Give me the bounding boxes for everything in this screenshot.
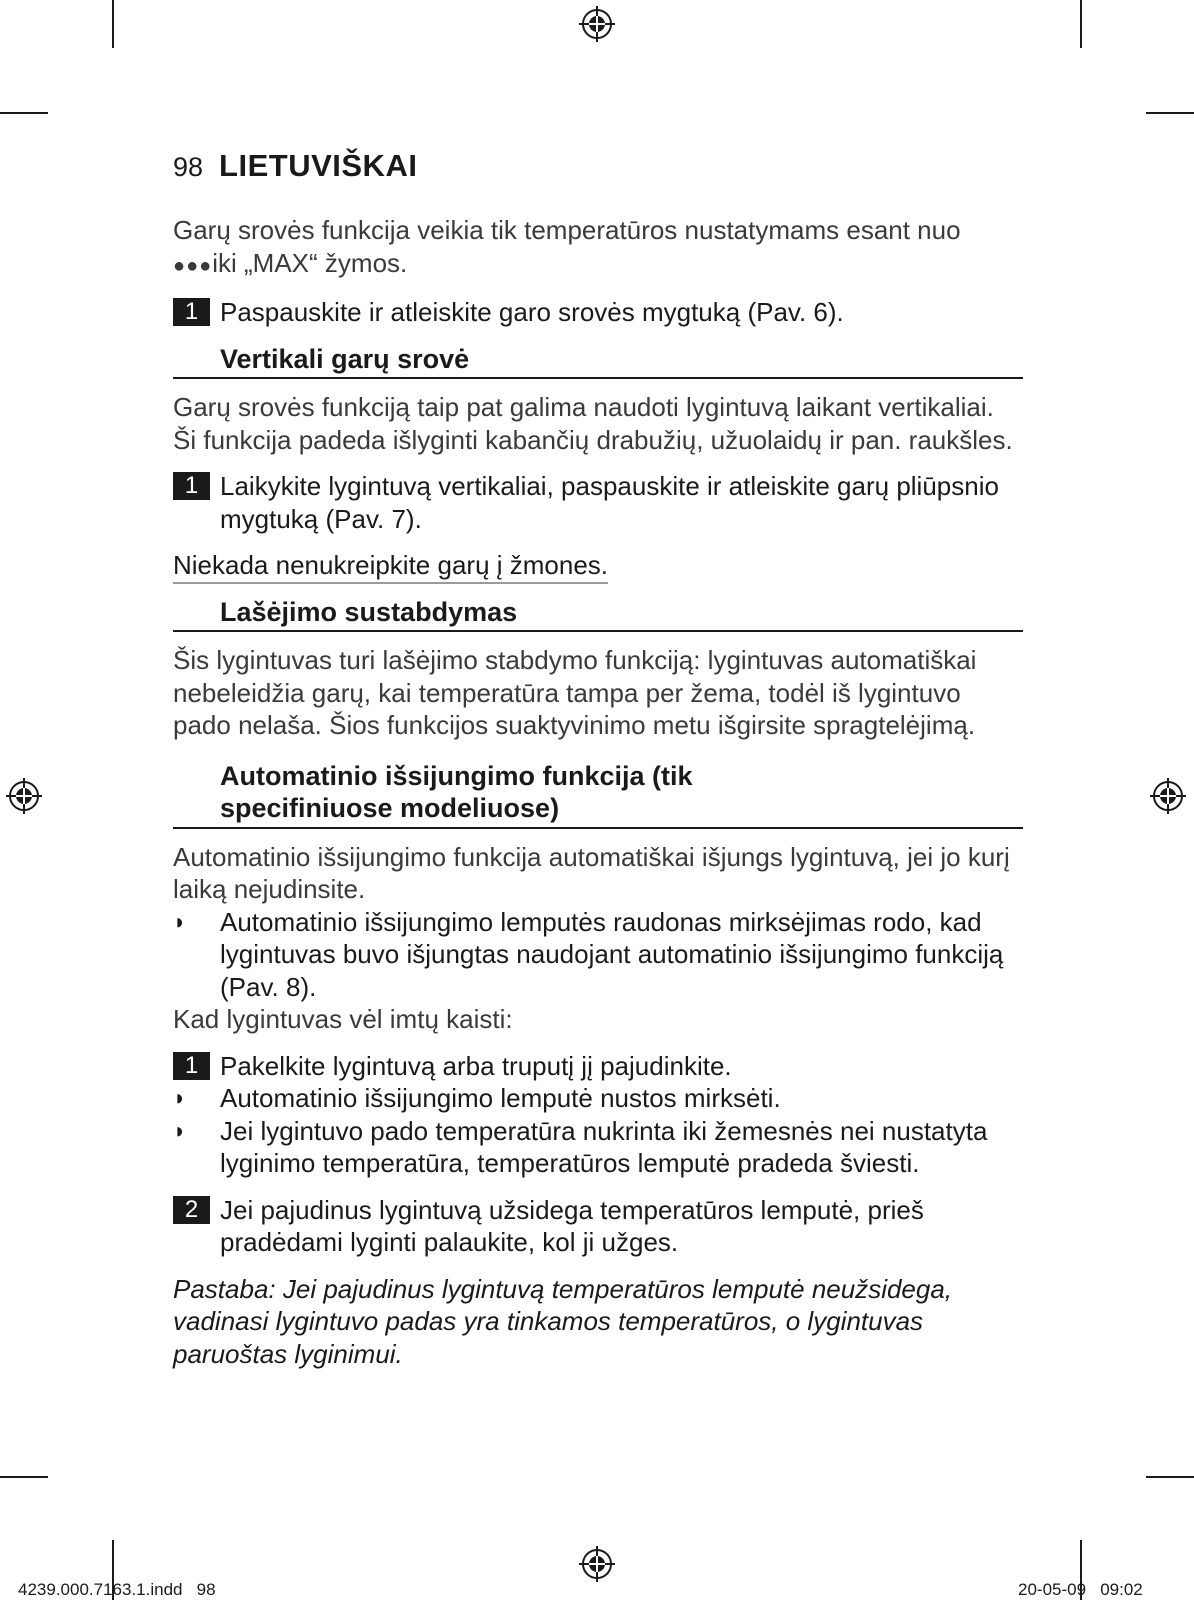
step-text: Jei pajudinus lygintuvą užsidega temperatūros lemputė, prieš pradėdami lyginti palaukite, kol ji užges. <box>220 1194 924 1257</box>
bullet-item <box>173 1115 1023 1180</box>
step-number: 1 <box>173 472 210 500</box>
bullet-text: Jei lygintuvo pado temperatūra nukrinta iki žemesnės nei nustatyta lyginimo temperatūra, temperatūros lemputė pradeda šviesti. <box>220 1115 988 1178</box>
intro-paragraph <box>173 214 1023 282</box>
step-item <box>173 1194 1023 1259</box>
vertical-paragraph: Garų srovės funkciją taip pat galima naudoti lygintuvą laikant vertikaliai. Ši funkcija padeda išlyginti kabančių drabužių, užuolaidų ir pan. raukšles. <box>173 392 1013 455</box>
registration-mark-icon <box>579 1546 615 1582</box>
registration-mark-icon <box>579 6 615 42</box>
crop-mark <box>1146 112 1194 114</box>
bullet-icon: ◗ <box>173 908 187 934</box>
drip-paragraph: Šis lygintuvas turi lašėjimo stabdymo funkciją: lygintuvas automatiškai nebeleidžia garų, kai temperatūra tampa per žema, todėl iš lygintuvo pado nelaša. Šios funkcijos suaktyvinimo metu išgirsite spragtelėjimą. <box>173 645 977 740</box>
bullet-item <box>173 1082 1023 1115</box>
page-header <box>173 148 417 184</box>
section-heading-vertical: Vertikali garų srovė <box>173 343 1023 380</box>
auto-off-paragraph: Automatinio išsijungimo funkcija automatiškai išjungs lygintuvą, jei jo kurį laiką nejudinsite. <box>173 841 1010 904</box>
crop-mark <box>112 0 114 48</box>
footer-date: 20-05-09 09:02 <box>1018 1580 1143 1599</box>
heading-line: specifiniuose modeliuose) <box>220 793 560 823</box>
step-number: 2 <box>173 1196 210 1224</box>
step-item <box>173 470 1023 535</box>
reheat-text: Kad lygintuvas vėl imtų kaisti: <box>173 1004 513 1034</box>
page-number: 98 <box>173 152 204 182</box>
crop-mark <box>0 1476 48 1478</box>
crop-mark <box>1080 0 1082 48</box>
crop-mark <box>0 112 48 114</box>
page-title: LIETUVIŠKAI <box>219 148 418 183</box>
bullet-item <box>173 906 1023 1004</box>
intro-line2: iki „MAX“ žymos. <box>212 247 408 278</box>
section-heading-auto-off <box>173 760 1023 829</box>
section-heading-drip: Lašėjimo sustabdymas <box>173 596 1023 633</box>
step-item <box>173 1050 1023 1083</box>
crop-mark <box>1146 1476 1194 1478</box>
page-body <box>173 214 1023 1370</box>
step-text: Pakelkite lygintuvą arba truputį jį pajudinkite. <box>220 1050 732 1081</box>
footer-file-info: 4239.000.7163.1.indd 98 <box>18 1580 216 1599</box>
note-text: Pastaba: Jei pajudinus lygintuvą temperatūros lemputė neužsidega, vadinasi lygintuvo padas yra tinkamos temperatūros, o lygintuvas paruoštas lyginimui. <box>173 1273 953 1369</box>
step-text: Laikykite lygintuvą vertikaliai, paspauskite ir atleiskite garų pliūpsnio mygtuką (Pav. 7). <box>220 471 999 534</box>
registration-mark-icon <box>6 778 42 814</box>
warning-text: Niekada nenukreipkite garų į žmones. <box>173 549 608 584</box>
step-item <box>173 296 1023 329</box>
temperature-dots-icon: ●●● <box>173 254 213 277</box>
bullet-icon: ◗ <box>173 1085 187 1110</box>
step-number: 1 <box>173 298 210 326</box>
bullet-text: Automatinio išsijungimo lemputė nustos mirksėti. <box>220 1083 781 1113</box>
step-text: Paspauskite ir atleiskite garo srovės mygtuką (Pav. 6). <box>220 297 844 327</box>
heading-line: Automatinio išsijungimo funkcija (tik <box>220 760 693 791</box>
bullet-icon: ◗ <box>173 1117 187 1143</box>
intro-line1: Garų srovės funkcija veikia tik temperatūros nustatymams esant nuo <box>173 215 961 245</box>
step-number: 1 <box>173 1052 210 1080</box>
registration-mark-icon <box>1150 778 1186 814</box>
bullet-text: Automatinio išsijungimo lemputės raudonas mirksėjimas rodo, kad lygintuvas buvo išjungtas naudojant automatinio išsijungimo funkciją (Pav. 8). <box>220 906 1004 1002</box>
